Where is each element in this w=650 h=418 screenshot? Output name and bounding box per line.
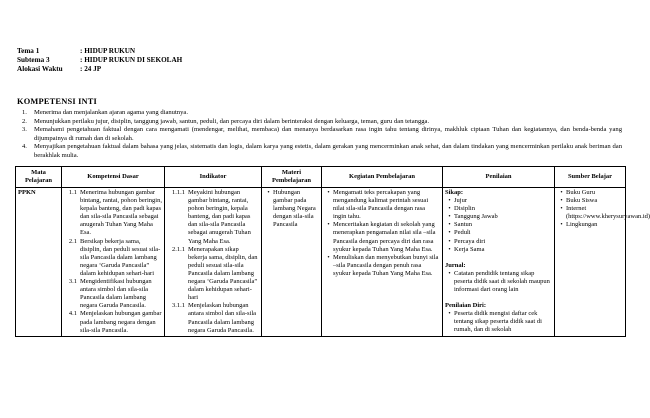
indikator-text: Meyakini hubungan gambar bintang, rantai, pohon beringin, kepala banteng, dan padi kapas dan sila-sila Pancasila sebagai anugerah Tuhan Yang Maha Esa. [188, 189, 251, 245]
meta-alokasi [17, 65, 182, 74]
kegiatan-item [324, 221, 440, 253]
bullet-icon: • [448, 229, 451, 237]
kompetensi-inti-list [22, 109, 622, 161]
jurnal-item [445, 270, 552, 294]
meta-tema-label: Tema 1 [17, 47, 40, 55]
bullet-icon: • [327, 221, 330, 229]
ki-text: Memahami pengetahuan faktual dengan cara mengamati (mendengar, melihat, membaca) dan menanya berdasarkan rasa ingin tahu tentang dirinya, makhluk ciptaan Tuhan dan kegiatannya, dan benda-benda yang dijumpainya di rumah dan di sekolah. [34, 126, 622, 142]
bullet-icon: • [560, 221, 563, 229]
sikap-text: Kerja Sama [454, 245, 485, 253]
jurnal-heading: Jurnal: [445, 261, 466, 269]
ki-item [22, 118, 622, 127]
header-penilaian: Penilaian [443, 167, 555, 188]
cell-penilaian [443, 188, 555, 337]
ki-item [22, 143, 622, 160]
kd-text: Menjelaskan hubungan gambar pada lambang negara dengan sila-sila Pancasila. [80, 310, 162, 334]
header-materi: Materi Pembelajaran [262, 167, 322, 188]
ki-number: 4. [22, 143, 27, 151]
meta-subtema [17, 56, 182, 65]
bullet-icon: • [267, 189, 270, 196]
kd-item [64, 278, 162, 310]
sumber-item [557, 205, 650, 221]
indikator-item [167, 302, 259, 334]
indikator-number: 1.1.1 [172, 189, 185, 196]
meta-alokasi-value: : 24 JP [80, 65, 102, 73]
document-meta [17, 47, 182, 74]
kegiatan-text: Mengamati teks percakapan yang mengandung kalimat perintah sesuai nilai sila-sila Pancasila dengan rasa ingin tahu. [333, 189, 429, 221]
materi-item [264, 189, 319, 229]
ki-text: Menerima dan menjalankan ajaran agama yang dianutnya. [34, 109, 188, 116]
indikator-text: Menerapakan sikap bekerja sama, disiplin, dan peduli sesuai sila-sila Pancasila dalam lambang negara ‘Garuda Pancasila” dalam kehidupan sehari-hari [188, 245, 258, 302]
sikap-text: Santun [454, 221, 473, 229]
kd-text: Mengidentifikasi hubungan antara simbol dan sila-sila Pancasila dalam lambang negara Garuda Pancasila. [80, 278, 152, 310]
header-kompetensi-dasar: Kompetensi Dasar [62, 167, 165, 188]
bullet-icon: • [448, 269, 451, 277]
sumber-text: Lingkungan [566, 221, 598, 229]
materi-text: Hubungan gambar pada lambang Negara dengan sila-sila Pancasila [273, 189, 316, 229]
bullet-icon: • [448, 205, 451, 213]
indikator-number: 2.1.1 [172, 245, 185, 253]
kegiatan-text: Menceritakan kegiatan di sekolah yang menerapkan pengamalan nilai sila –sila Pancasila dengan percaya diri dan rasa syukur kepada Tuhan Yang Maha Esa. [333, 221, 436, 253]
cell-indikator [165, 188, 262, 337]
sikap-text: Disiplin [454, 205, 475, 213]
bullet-icon: • [327, 253, 330, 261]
penilaian-diri-text: Peserta didik mengisi daftar cek tentang sikap peserta didik saat di rumah, dan di sekolah [454, 310, 542, 334]
meta-subtema-value: : HIDUP RUKUN DI SEKOLAH [80, 56, 183, 64]
ki-text: Menunjukkan perilaku jujur, disiplin, tanggung jawab, santun, peduli, dan percaya diri dalam berinteraksi dengan keluarga, teman, guru dan tetangga. [34, 117, 430, 125]
kd-item [64, 310, 162, 334]
bullet-icon: • [448, 221, 451, 229]
meta-alokasi-label: Alokasi Waktu [17, 65, 63, 73]
ki-item [22, 126, 622, 143]
bullet-icon: • [448, 310, 451, 318]
bullet-icon: • [448, 237, 451, 245]
indikator-text: Menjelaskan hubungan antara simbol dan sila-sila Pancasila dalam lambang negara Garuda Pancasila. [188, 302, 257, 334]
sikap-text: Jujur [454, 197, 467, 205]
bullet-icon: • [560, 205, 563, 213]
kd-item [64, 238, 162, 278]
meta-tema-value: : HIDUP RUKUN [80, 47, 136, 55]
kd-item [64, 189, 162, 238]
sikap-item [445, 229, 552, 237]
kd-text: Menerima hubungan gambar bintang, rantai, pohon beringin, kepala banteng, dan padi kapas dan sila-sila Pancasila sebagai anugerah Tuhan Yang Maha Esa. [80, 189, 162, 237]
header-indikator: Indikator [165, 167, 262, 188]
header-mapel: Mata Pelajaran [16, 167, 62, 188]
sikap-item [445, 197, 552, 205]
kegiatan-item [324, 189, 440, 221]
bullet-icon: • [448, 213, 451, 221]
meta-subtema-label: Subtema 3 [17, 56, 50, 64]
indikator-item [167, 189, 259, 246]
kegiatan-text: Menuliskan dan menyebutkan bunyi sila –sila Pancasila dengan penuh rasa syukur kepada Tuhan Yang Maha Esa. [333, 253, 439, 277]
sumber-item [557, 189, 623, 197]
sumber-text: Buku Siswa [566, 197, 598, 205]
header-kegiatan: Kegiatan Pembelajaran [322, 167, 443, 188]
meta-tema [17, 47, 182, 56]
sikap-item [445, 246, 552, 254]
bullet-icon: • [448, 245, 451, 253]
cell-sumber [555, 188, 650, 337]
sumber-text: Buku Guru [566, 189, 596, 196]
ki-number: 3. [22, 126, 27, 134]
kd-text: Bersikap bekerja sama, disiplin, dan peduli sesuai sila-sila Pancasila dalam lambang negara ‘Garuda Pancasila” dalam kehidupan sehari-hari [80, 237, 161, 277]
bullet-icon: • [560, 197, 563, 205]
kd-number: 3.1 [68, 278, 77, 286]
kd-number: 4.1 [68, 310, 77, 318]
cell-kompetensi-dasar [62, 188, 165, 337]
sumber-text: Internet (https://www.kherysuryawan.id) [566, 205, 650, 221]
table-header-row [16, 167, 626, 188]
sikap-heading: Sikap: [445, 189, 464, 196]
bullet-icon: • [560, 189, 563, 196]
cell-kegiatan [322, 188, 443, 337]
kegiatan-item [324, 254, 440, 278]
spacer [445, 254, 552, 262]
sikap-item [445, 238, 552, 246]
penilaian-diri-item [445, 310, 552, 334]
ki-number: 1. [22, 109, 27, 116]
header-sumber: Sumber Belajar [555, 167, 626, 188]
ki-text: Menyajikan pengetahuan faktual dalam bahasa yang jelas, sistematis dan logis, dalam karya yang estetis, dalam gerakan yang mencerminkan anak sehat, dan dalam tindakan yang mencerminkan perilaku anak beriman dan berakhlak mulia. [34, 143, 622, 159]
indikator-number: 3.1.1 [172, 302, 185, 310]
sumber-item [557, 221, 623, 229]
penilaian-diri-heading: Penilaian Diri: [445, 302, 486, 310]
ki-number: 2. [22, 117, 27, 125]
indikator-item [167, 246, 259, 303]
sikap-item [445, 221, 552, 229]
sikap-text: Peduli [454, 229, 471, 237]
kd-number: 2.1 [68, 237, 77, 245]
syllabus-table [15, 166, 650, 337]
sikap-item [445, 213, 552, 221]
bullet-icon: • [327, 189, 330, 196]
kd-number: 1.1 [68, 189, 77, 196]
table-row [16, 188, 626, 337]
cell-mapel: PPKN [16, 188, 62, 337]
kompetensi-inti-heading: KOMPETENSI INTI [17, 97, 98, 106]
spacer [445, 294, 552, 302]
jurnal-text: Catatan pendidik tentang sikap peserta didik saat di sekolah maupun informasi dari orang lain [454, 269, 550, 294]
sumber-item [557, 197, 623, 205]
sikap-item [445, 205, 552, 213]
ki-item [22, 109, 622, 118]
sikap-text: Tanggung Jawab [454, 213, 498, 221]
bullet-icon: • [448, 197, 451, 205]
sikap-text: Percaya diri [454, 237, 486, 245]
cell-materi [262, 188, 322, 337]
